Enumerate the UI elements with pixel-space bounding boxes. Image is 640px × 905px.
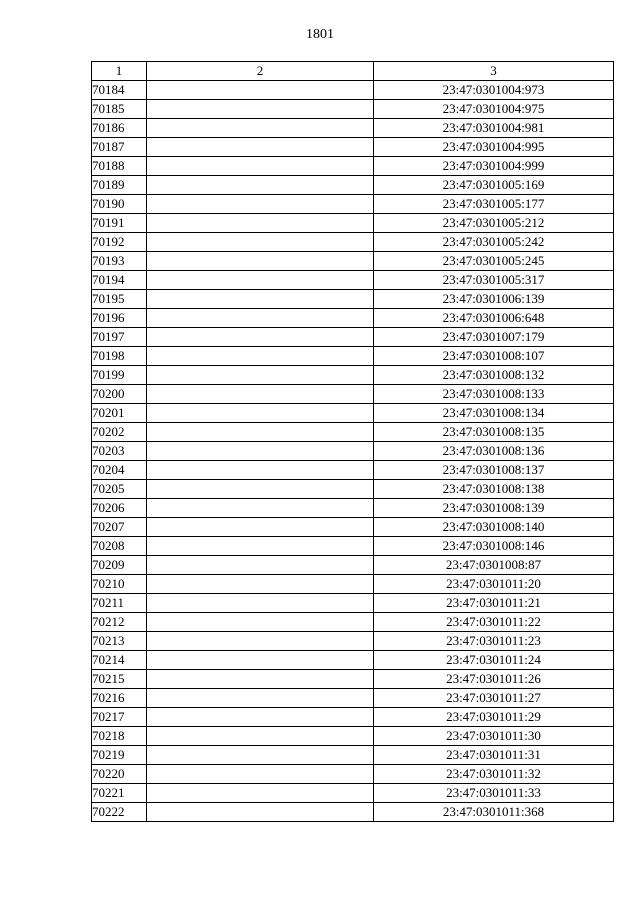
- cadastral-number-cell: 23:47:0301008:140: [374, 518, 614, 537]
- row-number-cell: 70220: [92, 765, 147, 784]
- cadastral-number-cell: 23:47:0301005:317: [374, 271, 614, 290]
- row-number-cell: 70192: [92, 233, 147, 252]
- row-number-cell: 70199: [92, 366, 147, 385]
- row-number-cell: 70195: [92, 290, 147, 309]
- cadastral-number-cell: 23:47:0301004:999: [374, 157, 614, 176]
- cadastral-number-cell: 23:47:0301011:29: [374, 708, 614, 727]
- column-header-1: 1: [92, 62, 147, 81]
- description-cell: [147, 81, 374, 100]
- registry-table: [91, 61, 614, 822]
- column-header-2: 2: [147, 62, 374, 81]
- cadastral-number-cell: 23:47:0301011:32: [374, 765, 614, 784]
- table-row: [92, 81, 614, 100]
- description-cell: [147, 518, 374, 537]
- cadastral-number-cell: 23:47:0301008:135: [374, 423, 614, 442]
- cadastral-number-cell: 23:47:0301004:975: [374, 100, 614, 119]
- description-cell: [147, 100, 374, 119]
- table-row: [92, 100, 614, 119]
- cadastral-number-cell: 23:47:0301008:107: [374, 347, 614, 366]
- table-row: [92, 746, 614, 765]
- row-number-cell: 70208: [92, 537, 147, 556]
- description-cell: [147, 803, 374, 822]
- description-cell: [147, 366, 374, 385]
- cadastral-number-cell: 23:47:0301005:245: [374, 252, 614, 271]
- row-number-cell: 70210: [92, 575, 147, 594]
- table-row: [92, 271, 614, 290]
- description-cell: [147, 347, 374, 366]
- cadastral-number-cell: 23:47:0301008:133: [374, 385, 614, 404]
- table-row: [92, 518, 614, 537]
- table-row: [92, 176, 614, 195]
- cadastral-number-cell: 23:47:0301011:20: [374, 575, 614, 594]
- table-row: [92, 347, 614, 366]
- cadastral-number-cell: 23:47:0301008:137: [374, 461, 614, 480]
- row-number-cell: 70202: [92, 423, 147, 442]
- row-number-cell: 70184: [92, 81, 147, 100]
- table-row: [92, 214, 614, 233]
- cadastral-number-cell: 23:47:0301011:24: [374, 651, 614, 670]
- table-row: [92, 461, 614, 480]
- description-cell: [147, 670, 374, 689]
- row-number-cell: 70209: [92, 556, 147, 575]
- description-cell: [147, 138, 374, 157]
- row-number-cell: 70198: [92, 347, 147, 366]
- cadastral-number-cell: 23:47:0301006:648: [374, 309, 614, 328]
- table-row: [92, 632, 614, 651]
- table-body: [92, 81, 614, 822]
- table-row: [92, 138, 614, 157]
- row-number-cell: 70189: [92, 176, 147, 195]
- table-row: [92, 423, 614, 442]
- description-cell: [147, 765, 374, 784]
- description-cell: [147, 233, 374, 252]
- cadastral-number-cell: 23:47:0301011:22: [374, 613, 614, 632]
- table-row: [92, 499, 614, 518]
- description-cell: [147, 385, 374, 404]
- cadastral-number-cell: 23:47:0301011:33: [374, 784, 614, 803]
- description-cell: [147, 252, 374, 271]
- row-number-cell: 70206: [92, 499, 147, 518]
- row-number-cell: 70211: [92, 594, 147, 613]
- table-row: [92, 689, 614, 708]
- cadastral-number-cell: 23:47:0301006:139: [374, 290, 614, 309]
- description-cell: [147, 328, 374, 347]
- description-cell: [147, 290, 374, 309]
- row-number-cell: 70197: [92, 328, 147, 347]
- row-number-cell: 70188: [92, 157, 147, 176]
- description-cell: [147, 537, 374, 556]
- description-cell: [147, 176, 374, 195]
- cadastral-number-cell: 23:47:0301008:139: [374, 499, 614, 518]
- row-number-cell: 70204: [92, 461, 147, 480]
- cadastral-number-cell: 23:47:0301005:177: [374, 195, 614, 214]
- row-number-cell: 70185: [92, 100, 147, 119]
- description-cell: [147, 157, 374, 176]
- cadastral-number-cell: 23:47:0301008:146: [374, 537, 614, 556]
- description-cell: [147, 575, 374, 594]
- row-number-cell: 70205: [92, 480, 147, 499]
- table-row: [92, 119, 614, 138]
- cadastral-number-cell: 23:47:0301004:981: [374, 119, 614, 138]
- table-row: [92, 594, 614, 613]
- row-number-cell: 70213: [92, 632, 147, 651]
- description-cell: [147, 461, 374, 480]
- description-cell: [147, 499, 374, 518]
- description-cell: [147, 309, 374, 328]
- table-row: [92, 442, 614, 461]
- cadastral-number-cell: 23:47:0301008:87: [374, 556, 614, 575]
- description-cell: [147, 594, 374, 613]
- row-number-cell: 70186: [92, 119, 147, 138]
- page-number: 1801: [306, 27, 334, 42]
- description-cell: [147, 708, 374, 727]
- row-number-cell: 70215: [92, 670, 147, 689]
- description-cell: [147, 195, 374, 214]
- cadastral-number-cell: 23:47:0301011:27: [374, 689, 614, 708]
- description-cell: [147, 746, 374, 765]
- table-row: [92, 613, 614, 632]
- table-row: [92, 727, 614, 746]
- row-number-cell: 70190: [92, 195, 147, 214]
- row-number-cell: 70191: [92, 214, 147, 233]
- row-number-cell: 70200: [92, 385, 147, 404]
- description-cell: [147, 404, 374, 423]
- cadastral-number-cell: 23:47:0301008:132: [374, 366, 614, 385]
- cadastral-number-cell: 23:47:0301011:26: [374, 670, 614, 689]
- description-cell: [147, 442, 374, 461]
- description-cell: [147, 651, 374, 670]
- row-number-cell: 70216: [92, 689, 147, 708]
- table-row: [92, 556, 614, 575]
- table-row: [92, 803, 614, 822]
- description-cell: [147, 556, 374, 575]
- table-row: [92, 309, 614, 328]
- column-header-3: 3: [374, 62, 614, 81]
- cadastral-number-cell: 23:47:0301011:31: [374, 746, 614, 765]
- cadastral-number-cell: 23:47:0301005:242: [374, 233, 614, 252]
- table-row: [92, 157, 614, 176]
- row-number-cell: 70218: [92, 727, 147, 746]
- cadastral-number-cell: 23:47:0301007:179: [374, 328, 614, 347]
- description-cell: [147, 632, 374, 651]
- row-number-cell: 70203: [92, 442, 147, 461]
- cadastral-number-cell: 23:47:0301011:30: [374, 727, 614, 746]
- cadastral-number-cell: 23:47:0301011:21: [374, 594, 614, 613]
- table-row: [92, 480, 614, 499]
- table-row: [92, 404, 614, 423]
- table-row: [92, 233, 614, 252]
- table-row: [92, 537, 614, 556]
- row-number-cell: 70222: [92, 803, 147, 822]
- table-row: [92, 252, 614, 271]
- table-row: [92, 290, 614, 309]
- table-row: [92, 195, 614, 214]
- table-row: [92, 575, 614, 594]
- cadastral-number-cell: 23:47:0301004:973: [374, 81, 614, 100]
- table-row: [92, 765, 614, 784]
- cadastral-number-cell: 23:47:0301011:23: [374, 632, 614, 651]
- description-cell: [147, 480, 374, 499]
- cadastral-number-cell: 23:47:0301005:169: [374, 176, 614, 195]
- description-cell: [147, 784, 374, 803]
- cadastral-number-cell: 23:47:0301004:995: [374, 138, 614, 157]
- table-header-row: [92, 62, 614, 81]
- table-row: [92, 670, 614, 689]
- cadastral-number-cell: 23:47:0301005:212: [374, 214, 614, 233]
- table-row: [92, 651, 614, 670]
- cadastral-number-cell: 23:47:0301008:138: [374, 480, 614, 499]
- row-number-cell: 70196: [92, 309, 147, 328]
- table-row: [92, 385, 614, 404]
- table-row: [92, 328, 614, 347]
- description-cell: [147, 271, 374, 290]
- cadastral-number-cell: 23:47:0301008:136: [374, 442, 614, 461]
- description-cell: [147, 423, 374, 442]
- row-number-cell: 70219: [92, 746, 147, 765]
- description-cell: [147, 119, 374, 138]
- row-number-cell: 70217: [92, 708, 147, 727]
- cadastral-number-cell: 23:47:0301011:368: [374, 803, 614, 822]
- row-number-cell: 70212: [92, 613, 147, 632]
- description-cell: [147, 689, 374, 708]
- table-row: [92, 784, 614, 803]
- description-cell: [147, 613, 374, 632]
- description-cell: [147, 727, 374, 746]
- table-row: [92, 708, 614, 727]
- row-number-cell: 70214: [92, 651, 147, 670]
- row-number-cell: 70207: [92, 518, 147, 537]
- row-number-cell: 70221: [92, 784, 147, 803]
- description-cell: [147, 214, 374, 233]
- row-number-cell: 70201: [92, 404, 147, 423]
- row-number-cell: 70194: [92, 271, 147, 290]
- cadastral-number-cell: 23:47:0301008:134: [374, 404, 614, 423]
- table-row: [92, 366, 614, 385]
- row-number-cell: 70187: [92, 138, 147, 157]
- row-number-cell: 70193: [92, 252, 147, 271]
